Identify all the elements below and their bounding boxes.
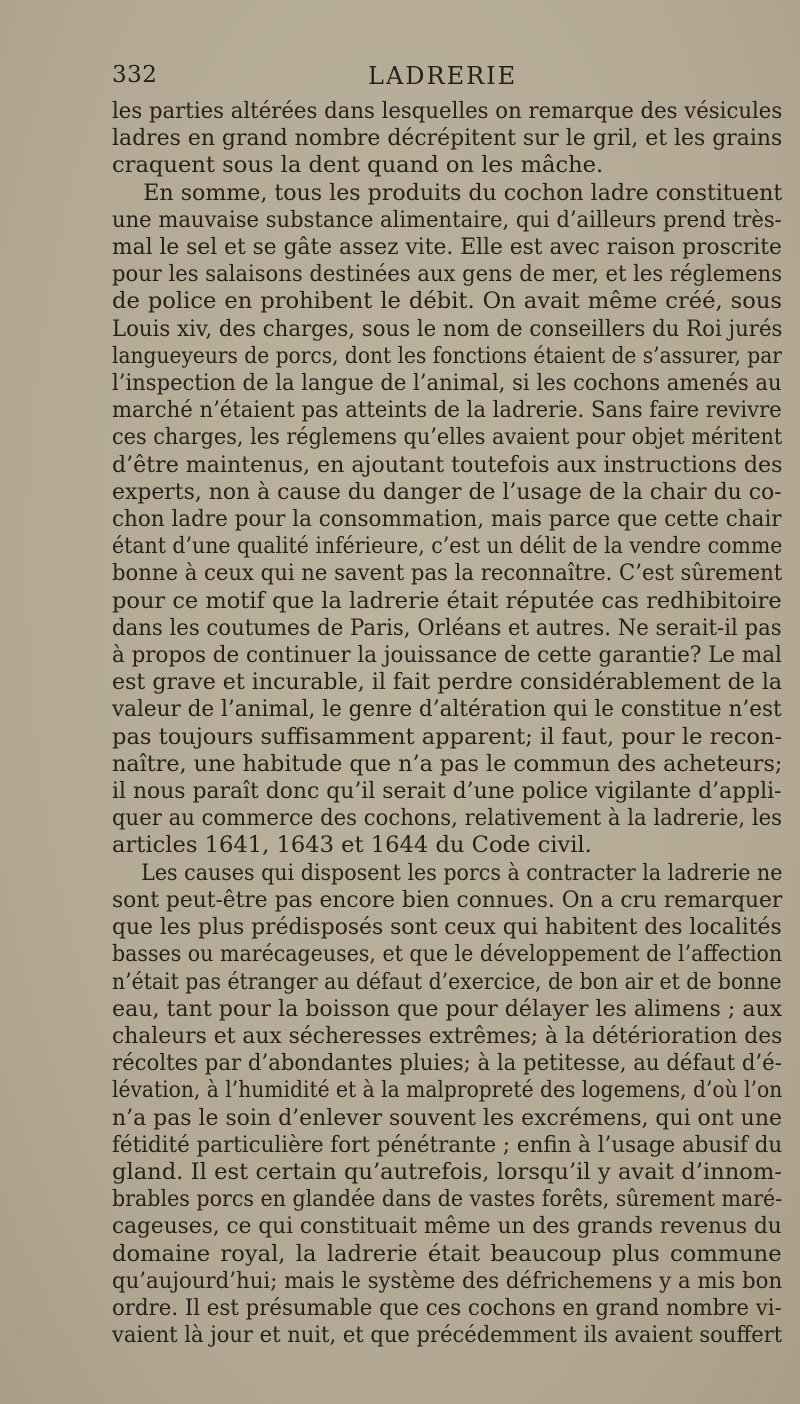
text-line: gland. Il est certain qu’autrefois, lorsqu’il y avait d’innom- [112, 1158, 782, 1185]
text-line: l’inspection de la langue de l’animal, si les cochons amenés au [112, 370, 782, 397]
text-line: chaleurs et aux sécheresses extrêmes; à la détérioration des [112, 1022, 783, 1049]
text-line: étant d’une qualité inférieure, c’est un délit de la vendre comme [112, 533, 783, 560]
text-line: il nous paraît donc qu’il serait d’une police vigilante d’appli- [112, 778, 782, 805]
text-line: les parties altérées dans lesquelles on remarque des vésicules [112, 98, 783, 124]
text-line: est grave et incurable, il fait perdre considérablement de la [112, 669, 783, 696]
text-line: récoltes par d’abondantes pluies; à la petitesse, au défaut d’é- [112, 1050, 782, 1077]
text-line: n’a pas le soin d’enlever souvent les excrémens, qui ont une [112, 1104, 782, 1131]
text-line: sont peut-être pas encore bien connues. On a cru remarquer [112, 886, 783, 913]
text-line: basses ou marécageuses, et que le développement de l’affection [112, 941, 783, 968]
text-line: articles 1641, 1643 et 1644 du Code civil. [112, 832, 592, 859]
text-line: que les plus prédisposés sont ceux qui habitent des localités [112, 914, 782, 941]
paragraph-start-line: En somme, tous les produits du cochon ladre constituent [143, 179, 783, 206]
text-line: pas toujours suffisamment apparent; il faut, pour le recon- [112, 723, 783, 750]
text-line: une mauvaise substance alimentaire, qui d’ailleurs prend très- [112, 206, 782, 233]
paragraph-start-line: Les causes qui disposent les porcs à contracter la ladrerie ne [141, 859, 783, 886]
text-line: brables porcs en glandée dans de vastes forêts, sûrement maré- [112, 1186, 783, 1213]
text-line: mal le sel et se gâte assez vite. Elle est avec raison proscrite [112, 234, 782, 261]
text-line: chon ladre pour la consommation, mais parce que cette chair [112, 506, 782, 533]
text-line: bonne à ceux qui ne savent pas la reconnaître. C’est sûrement [112, 560, 783, 587]
text-line: cageuses, ce qui constituait même un des grands revenus du [112, 1213, 782, 1240]
text-line: lévation, à l’humidité et à la malpropreté des logemens, d’où l’on [112, 1077, 783, 1104]
text-line: experts, non à cause du danger de l’usage de la chair du co- [112, 478, 782, 505]
text-line: n’était pas étranger au défaut d’exercice, de bon air et de bonne [112, 968, 782, 995]
text-line: pour ce motif que la ladrerie était réputée cas redhibitoire [112, 587, 782, 614]
text-line: craquent sous la dent quand on les mâche. [112, 152, 604, 179]
text-line: vaient là jour et nuit, et que précédemment ils avaient souffert [112, 1322, 783, 1349]
text-line: ces charges, les réglemens qu’elles avaient pour objet méritent [112, 424, 783, 451]
text-line: ordre. Il est présumable que ces cochons en grand nombre vi- [112, 1294, 782, 1321]
body-text [112, 98, 782, 1349]
page-number: 332 [112, 62, 158, 88]
text-line: valeur de l’animal, le genre d’altération qui le constitue n’est [112, 696, 782, 723]
text-line: langueyeurs de porcs, dont les fonctions étaient de s’assurer, par [112, 342, 782, 369]
text-line: à propos de continuer la jouissance de cette garantie? Le mal [112, 642, 782, 669]
text-line: d’être maintenus, en ajoutant toutefois aux instructions des [112, 451, 783, 478]
text-line: ladres en grand nombre décrépitent sur le gril, et les grains [112, 125, 783, 152]
text-line: dans les coutumes de Paris, Orléans et autres. Ne serait-il pas [112, 614, 782, 641]
text-line: pour les salaisons destinées aux gens de mer, et les réglemens [112, 261, 783, 288]
text-line: eau, tant pour la boisson que pour délayer les alimens ; aux [112, 995, 783, 1022]
text-line: marché n’étaient pas atteints de la ladrerie. Sans faire revivre [112, 397, 782, 424]
text-line: domaine royal, la ladrerie était beaucoup plus commune [112, 1240, 782, 1267]
running-head: LADRERIE [368, 62, 518, 90]
page-header [112, 62, 772, 96]
text-line: qu’aujourd’hui; mais le système des défrichemens y a mis bon [112, 1267, 783, 1294]
text-line: de police en prohibent le débit. On avait même créé, sous [112, 288, 783, 315]
text-line: Louis xiv, des charges, sous le nom de conseillers du Roi jurés [112, 315, 783, 342]
text-line: quer au commerce des cochons, relativement à la ladrerie, les [112, 805, 782, 832]
text-line: fétidité particulière fort pénétrante ; enfin à l’usage abusif du [112, 1131, 783, 1158]
text-line: naître, une habitude que n’a pas le commun des acheteurs; [112, 750, 783, 777]
